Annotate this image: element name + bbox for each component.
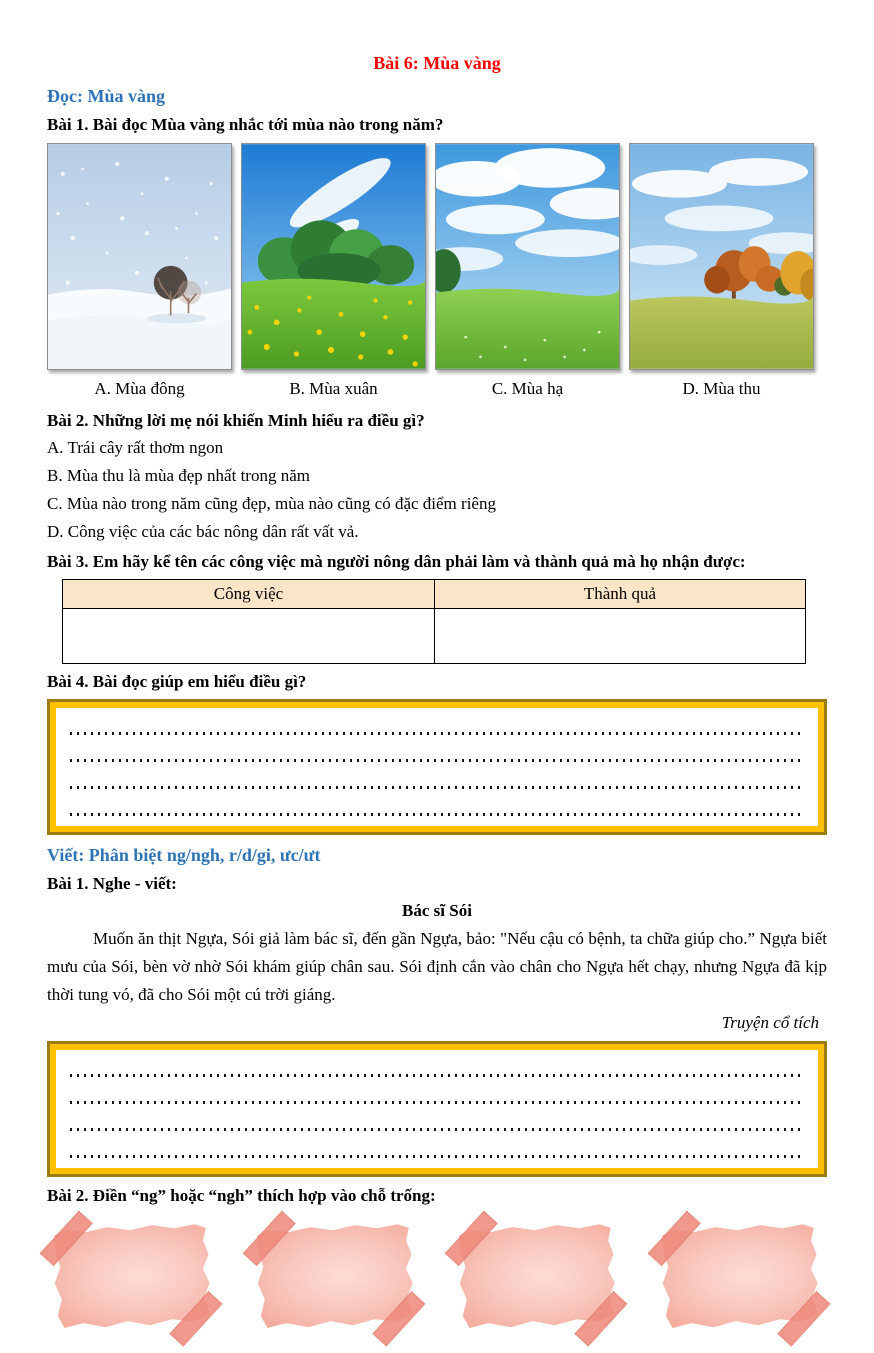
bai3-table	[62, 579, 806, 664]
bai4-answer-box[interactable]	[47, 699, 827, 835]
table-header-cong-viec: Công việc	[63, 580, 435, 609]
dotted-writing-line	[70, 793, 804, 820]
page-title: Bài 6: Mùa vàng	[373, 53, 501, 73]
summer-photo	[435, 143, 620, 370]
bai1-question: Bài 1. Bài đọc Mùa vàng nhắc tới mùa nào trong năm?	[47, 115, 444, 134]
section-heading-viet: Viết: Phân biệt ng/ngh, r/d/gi, ưc/ưt	[47, 845, 321, 865]
bai2-question: Bài 2. Những lời mẹ nói khiến Minh hiểu ra điều gì?	[47, 411, 425, 430]
winter-photo	[47, 143, 232, 370]
table-cell-thanh-qua-blank[interactable]	[435, 609, 806, 664]
bai3-prompt: Bài 3. Em hãy kể tên các công việc mà người nông dân phải làm và thành quả mà họ nhận được:	[47, 552, 746, 571]
season-label-winter: A. Mùa đông	[94, 379, 185, 398]
dotted-writing-line	[70, 712, 804, 739]
season-images-row	[47, 143, 827, 370]
viet-bai1-answer-area	[56, 1050, 818, 1168]
season-label-autumn: D. Mùa thu	[682, 379, 761, 398]
viet-bai1-label: Bài 1. Nghe - viết:	[47, 874, 177, 893]
season-labels-row	[47, 377, 827, 401]
bai4-answer-area	[56, 708, 818, 826]
season-label-summer: C. Mùa hạ	[491, 379, 564, 398]
dotted-writing-line	[70, 739, 804, 766]
passage-source: Truyện cổ tích	[721, 1013, 819, 1032]
fill-blank-note-2[interactable]	[247, 1215, 424, 1338]
bai2-option-c: C. Mùa nào trong năm cũng đẹp, mùa nào cũng có đặc điểm riêng	[47, 494, 496, 513]
table-cell-cong-viec-blank[interactable]	[63, 609, 435, 664]
fill-blank-note-4[interactable]	[653, 1215, 830, 1338]
table-header-thanh-qua: Thành quả	[435, 580, 806, 609]
spring-photo	[241, 143, 426, 370]
fill-blank-note-1[interactable]	[45, 1215, 222, 1338]
season-label-spring: B. Mùa xuân	[289, 379, 378, 398]
bai2-option-d: D. Công việc của các bác nông dân rất vất vả.	[47, 522, 359, 541]
dotted-writing-line	[70, 1054, 804, 1081]
bai4-prompt: Bài 4. Bài đọc giúp em hiểu điều gì?	[47, 672, 307, 691]
season-image-autumn	[629, 143, 814, 370]
viet-bai1-answer-box[interactable]	[47, 1041, 827, 1177]
season-image-summer	[435, 143, 620, 370]
table-row	[63, 609, 806, 664]
fill-blank-note-3[interactable]	[450, 1215, 627, 1338]
passage-text: Muốn ăn thịt Ngựa, Sói giả làm bác sĩ, đến gần Ngựa, bảo: "Nếu cậu có bệnh, ta chữa giúp cho.” Ngựa biết mưu của Sói, bèn vờ nhờ Sói khám giúp chân sau. Sói định cắn vào chân cho Ngựa hết chạy, nhưng Ngựa đã kịp thời tung vó, đã cho Sói một cú trời giáng.	[47, 929, 827, 1004]
passage-title: Bác sĩ Sói	[402, 901, 472, 920]
dotted-writing-line	[70, 1135, 804, 1162]
viet-bai2-prompt: Bài 2. Điền “ng” hoặc “ngh” thích hợp vào chỗ trống:	[47, 1186, 436, 1205]
bai2-option-a: A. Trái cây rất thơm ngon	[47, 438, 224, 457]
season-image-spring	[241, 143, 426, 370]
dotted-writing-line	[70, 1081, 804, 1108]
season-image-winter	[47, 143, 232, 370]
bai2-option-b: B. Mùa thu là mùa đẹp nhất trong năm	[47, 466, 310, 485]
fill-blank-notes-row	[47, 1219, 827, 1335]
section-heading-doc: Đọc: Mùa vàng	[47, 86, 165, 106]
dotted-writing-line	[70, 766, 804, 793]
dotted-writing-line	[70, 1108, 804, 1135]
autumn-photo	[629, 143, 814, 370]
